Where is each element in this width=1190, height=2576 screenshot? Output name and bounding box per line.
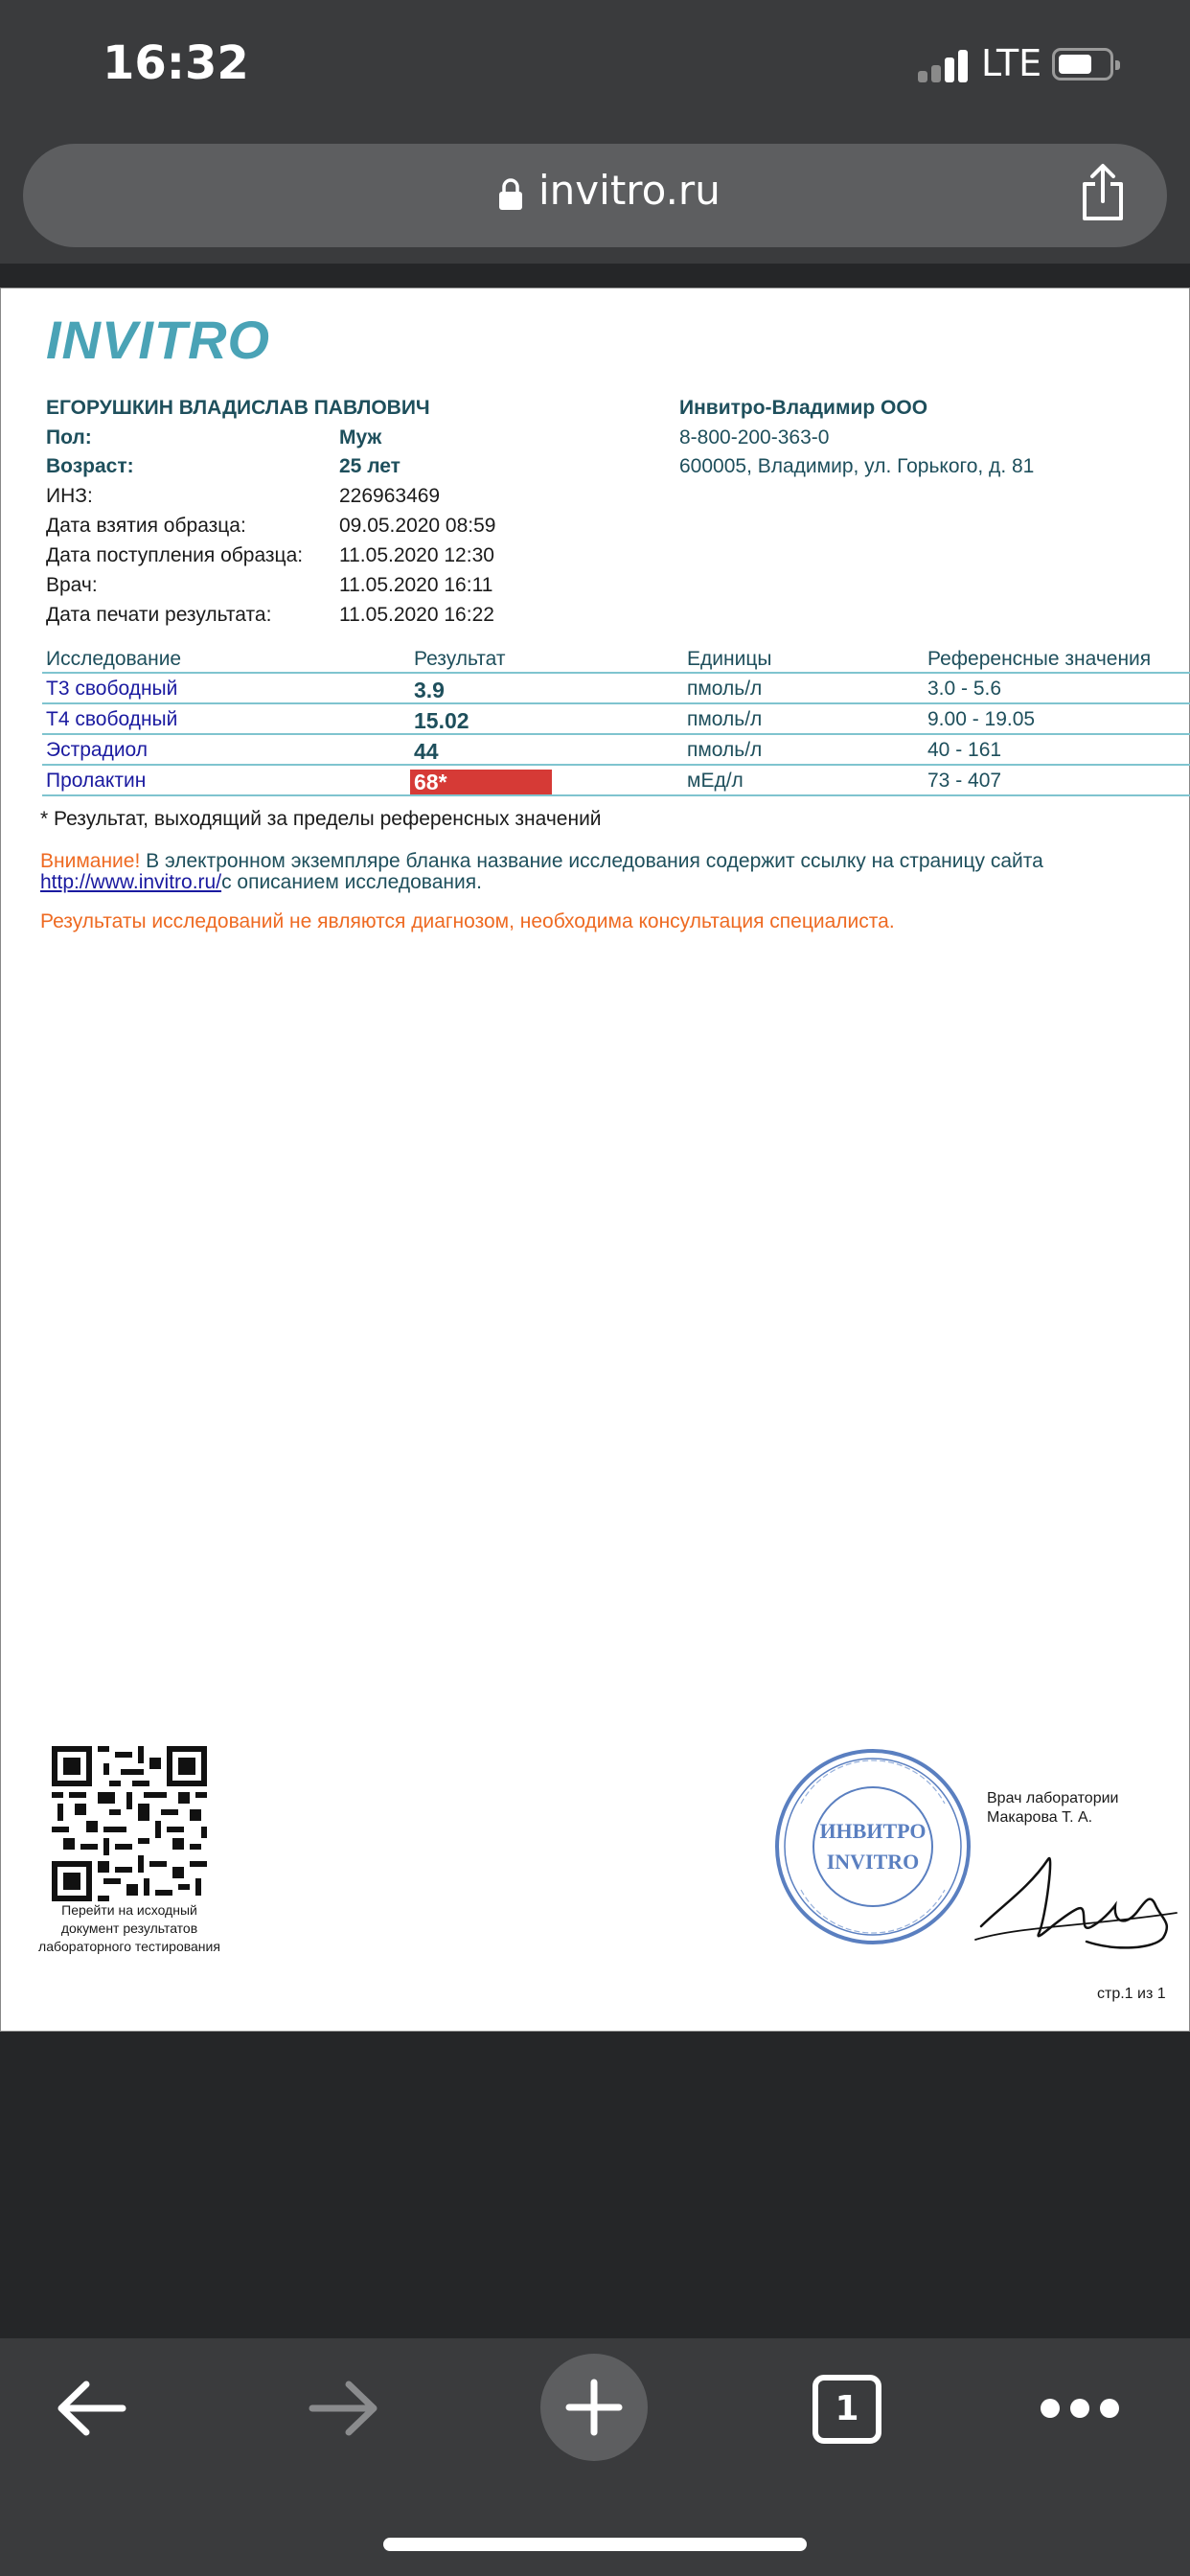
table-divider (42, 702, 1190, 704)
table-divider (42, 764, 1190, 766)
invitro-site-link[interactable]: http://www.invitro.ru/ (40, 871, 222, 893)
plus-icon (565, 2379, 623, 2436)
table-header: Единицы (687, 648, 772, 670)
doctor-name: Макарова Т. А. (987, 1809, 1093, 1826)
table-divider (42, 672, 1190, 674)
doctor-title: Врач лаборатории (987, 1790, 1119, 1806)
page-number: стр.1 из 1 (1097, 1986, 1166, 2002)
reference-value: 9.00 - 19.05 (927, 708, 1036, 730)
field-label: Врач: (46, 574, 98, 596)
back-arrow-icon[interactable] (54, 2375, 130, 2442)
link-line (40, 871, 482, 894)
tabs-button[interactable] (812, 2375, 881, 2444)
field-value: Муж (339, 426, 382, 448)
field-value: 11.05.2020 16:11 (339, 574, 493, 596)
attention-notice (40, 850, 1043, 873)
share-icon[interactable] (1079, 163, 1127, 222)
test-link[interactable]: Эстрадиол (46, 739, 149, 761)
unit-value: мЕд/л (687, 770, 744, 792)
qr-code[interactable] (52, 1746, 207, 1901)
invitro-logo: INVITRO (46, 310, 271, 370)
status-time: 16:32 (103, 36, 249, 90)
footnote: * Результат, выходящий за пределы референсных значений (40, 808, 602, 830)
patient-name: ЕГОРУШКИН ВЛАДИСЛАВ ПАВЛОВИЧ (46, 397, 430, 419)
new-tab-button[interactable] (540, 2354, 648, 2461)
field-label: Возраст: (46, 455, 134, 477)
lab-phone: 8-800-200-363-0 (679, 426, 830, 448)
test-link[interactable]: Т3 свободный (46, 678, 178, 700)
disclaimer: Результаты исследований не являются диагнозом, необходима консультация специалиста. (40, 910, 895, 932)
stamp-text: ИНВИТРО (819, 1819, 927, 1843)
network-type: LTE (981, 42, 1042, 84)
field-label: ИНЗ: (46, 485, 93, 507)
result-value-flagged: 68* (414, 770, 447, 794)
table-divider (42, 733, 1190, 735)
lab-address: 600005, Владимир, ул. Горького, д. 81 (679, 455, 1035, 477)
result-value: 3.9 (414, 678, 445, 702)
unit-value: пмоль/л (687, 708, 763, 730)
doctor-signature (972, 1830, 1180, 1965)
reference-value: 73 - 407 (927, 770, 1002, 792)
table-header: Референсные значения (927, 648, 1152, 670)
unit-value: пмоль/л (687, 678, 763, 700)
unit-value: пмоль/л (687, 739, 763, 761)
url-text[interactable]: invitro.ru (538, 167, 721, 214)
test-link[interactable]: Пролактин (46, 770, 147, 792)
table-header: Исследование (46, 648, 182, 670)
result-value: 44 (414, 739, 439, 764)
lab-stamp-icon (772, 1746, 973, 1947)
link-suffix: с описанием исследования. (221, 871, 482, 893)
more-options-icon[interactable] (1039, 2396, 1121, 2421)
forward-arrow-icon[interactable] (305, 2375, 381, 2442)
field-label: Дата поступления образца: (46, 544, 304, 566)
lock-icon (498, 178, 523, 211)
field-label: Дата печати результата: (46, 604, 272, 626)
lab-name: Инвитро-Владимир ООО (679, 397, 928, 419)
field-label: Пол: (46, 426, 92, 448)
table-divider (42, 794, 1190, 796)
field-value: 11.05.2020 12:30 (339, 544, 494, 566)
field-value: 11.05.2020 16:22 (339, 604, 494, 626)
result-value: 15.02 (414, 708, 469, 733)
stamp-text: INVITRO (826, 1850, 920, 1874)
field-value: 226963469 (339, 485, 441, 507)
home-indicator[interactable] (383, 2538, 807, 2551)
reference-value: 3.0 - 5.6 (927, 678, 1002, 700)
qr-caption: Перейти на исходный документ результатов лабораторного тестирования (38, 1902, 220, 1954)
battery-icon (1052, 48, 1113, 80)
field-value: 25 лет (339, 455, 400, 477)
attention-text: В электронном экземпляре бланка название исследования содержит ссылку на страницу сайта (140, 850, 1043, 872)
cellular-signal-icon (918, 50, 972, 82)
attention-label: Внимание! (40, 850, 141, 872)
table-header: Результат (414, 648, 506, 670)
tabs-count: 1 (835, 2389, 859, 2428)
test-link[interactable]: Т4 свободный (46, 708, 178, 730)
field-label: Дата взятия образца: (46, 515, 246, 537)
reference-value: 40 - 161 (927, 739, 1002, 761)
field-value: 09.05.2020 08:59 (339, 515, 496, 537)
